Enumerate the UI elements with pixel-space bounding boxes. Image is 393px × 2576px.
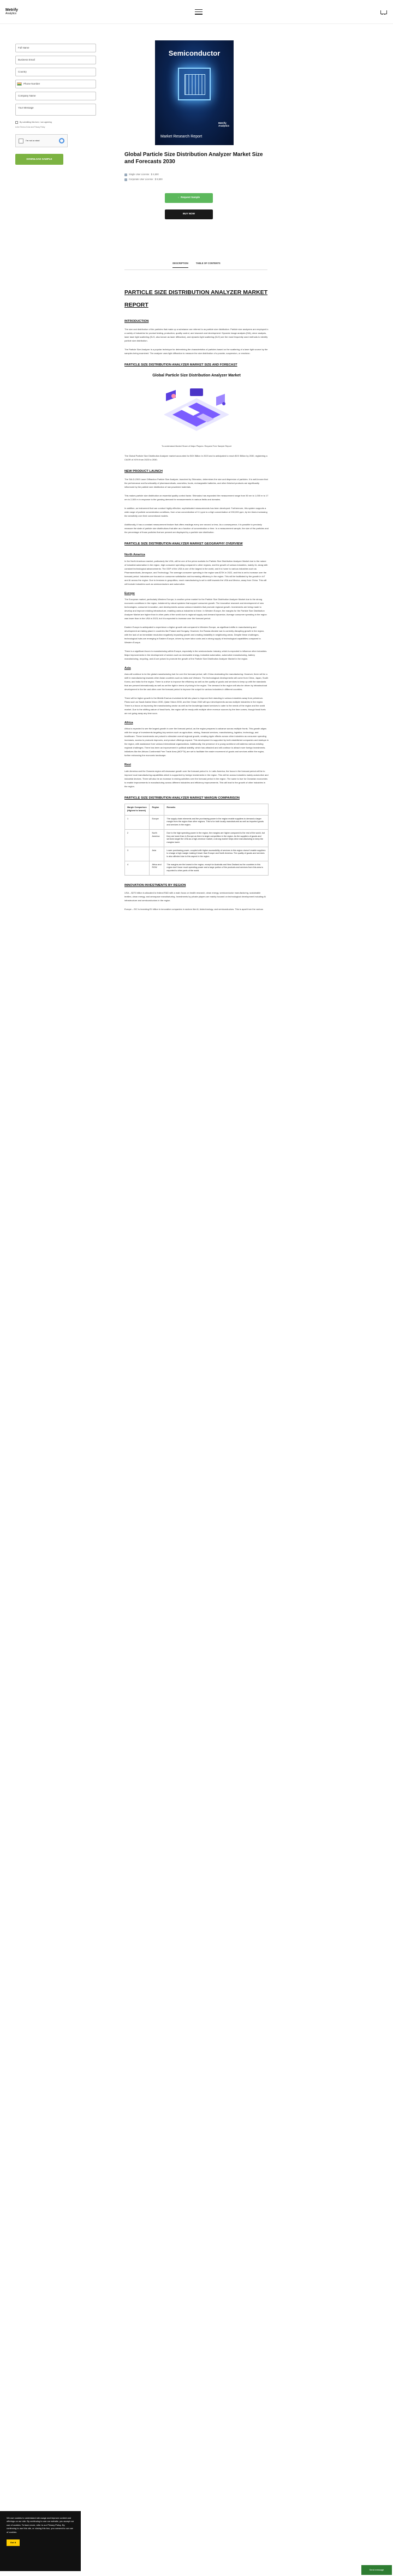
europe-paragraph: Eastern Europe is anticipated to experience a higher growth rate compared to Western Europe, as significant shifts in manufacturing and development are taking place in countries like Poland and Hungary. However, the Russia-Ukraine war is currently disrupting growth in the region, with the lack of an immediate resolution negatively impacting growth and creating instability in neighboring areas. Despite these challenges, technological hubs are emerging in Eastern Europe, driven by lower labor costs and a strong supply of technological capabilities compared to Western Europe. bbox=[124, 625, 265, 644]
users-icon bbox=[124, 178, 127, 181]
innovation-heading: INNOVATION INVESTMENTS BY REGION bbox=[124, 883, 186, 887]
single-user-license bbox=[124, 173, 267, 176]
table-cell: Europe bbox=[150, 815, 164, 829]
hamburger-menu-icon[interactable] bbox=[195, 9, 203, 15]
intro-paragraph: The Particle Size Analyzer is a popular technique for determining the characteristics of particles based on the scattering of a laser light source by the samples being examined. The analyzer uses light diffraction to measure the size distribution of a powder, suspension, or emulsion. bbox=[124, 348, 268, 355]
table-header-row bbox=[125, 804, 269, 815]
table-cell: 4 bbox=[125, 861, 150, 875]
company-placeholder: Company Name bbox=[18, 94, 36, 97]
africa-paragraph: Africa is expected to see the largest growth in over the forecast period, as the region prepares to advance across multiple fronts. This growth aligns with the surge of investments targeting key sectors such as agriculture, mining, financial services, manufacturing, logistics, technology, and healthcare. These investments are poised to stimulate overall regional growth, creating ripple effects across other industries as consumer spending increases, access to products improves, and product offerings expand. This development is supported by both established companies and startups in the region, with assistance from various international organizations. Additionally, the presence of a young workforce will address various existing regional challenges. There has been an improvement in political stability, which has attracted and will continue to attract more foreign investments. Initiatives like the African Continental Free Trade Area (AfCFTA) are set to facilitate the easier movement of goods and services within the region, further enhancing the economic landscape. bbox=[124, 727, 269, 757]
buy-now-button[interactable]: BUY NOW bbox=[165, 209, 213, 219]
site-logo[interactable] bbox=[5, 8, 18, 15]
main-heading: PARTICLE SIZE DISTRIBUTION ANALYZER MARKET REPORT bbox=[124, 289, 268, 309]
asia-heading: Asia bbox=[124, 666, 131, 670]
table-cell: Due to the high spending power in the region, the margins are higher compared to the rest of the world, but they are lower than in Europe as there is larger competition in the region. As the suppliers of goods and services target the USA as a high-revenue market, a strong market helps drive manufacturing to keep the margins lower. bbox=[164, 829, 269, 847]
asia-paragraph: There will be higher growth in the Middle East as investments fall into place to improve their standing in various industries away from petroleum. Plans such as Saudi Arabia Vision 2030, Qatar Vision 2030, and the Oman 2040 will spur developments across multiple industries in the region. There is a focus on improving the manufacturing sector as well as the knowledge-based services to cater to the needs of the region and the world market. Due to the shifting nature of fossil fuels, the region will be ready with multiple other revenue sources by the time comes, though fossil fuels are not going away any time soon. bbox=[124, 697, 266, 715]
recaptcha-widget[interactable] bbox=[15, 134, 68, 147]
company-field[interactable] bbox=[15, 92, 96, 100]
recaptcha-label: I'm not a robot bbox=[26, 139, 40, 142]
consent-checkbox[interactable] bbox=[15, 121, 18, 124]
table-cell: Africa and ROW bbox=[150, 861, 164, 875]
single-user-text: Single User License : $ 4,500 bbox=[129, 173, 159, 176]
market-size-paragraph: The Global Particle Size Distribution Analyzer market accounted for $XX Billion in 2023 and is anticipated to reach $XX Billion by 2030, registering a CAGR of XX% from 2023 to 2030. bbox=[124, 454, 267, 461]
corporate-user-license bbox=[124, 178, 267, 181]
india-flag-icon[interactable] bbox=[17, 82, 22, 86]
recaptcha-checkbox[interactable] bbox=[19, 139, 23, 143]
column-header: Remarks bbox=[164, 804, 269, 815]
phone-field[interactable] bbox=[15, 80, 96, 88]
europe-heading: Europe bbox=[124, 591, 135, 595]
country-select[interactable] bbox=[15, 68, 96, 76]
recaptcha-logo-icon bbox=[59, 138, 64, 143]
table-cell: The supply chain elements and the purchasing power in the region enable suppliers to demand a larger margin from the region than other regions. This is for both locally manufactured as well as imported goods and services in the region. bbox=[164, 815, 269, 829]
tab-description[interactable]: DESCRIPTION bbox=[172, 262, 188, 268]
country-placeholder: Country bbox=[18, 70, 27, 73]
consent-label: By submitting this form, I am agreeing bbox=[20, 121, 52, 123]
request-sample-label: Request Sample bbox=[181, 196, 200, 199]
cookie-text: We use cookies to understand site usage and improve content and offerings on our site. By continuing to use our website, you accept our use of cookies. To learn more, refer to our Privacy Policy. By continuing to use this site, or closing this box, you consent to our use of cookies. bbox=[7, 2517, 74, 2533]
new-product-heading: NEW PRODUCT LAUNCH bbox=[124, 469, 163, 473]
sample-request-form bbox=[15, 44, 96, 165]
market-size-heading: PARTICLE SIZE DISTRIBUTION ANALYZER MARKET SIZE AND FORECAST bbox=[124, 363, 237, 367]
report-cover-image bbox=[155, 40, 234, 145]
terms-note[interactable]: to the Terms of Use and Privacy Policy bbox=[15, 126, 45, 129]
innovation-paragraph: Europe – EIC is investing €1 billion in innovative companies in sectors like AI, biotechnology, and semiconductors. This is apart from the various bbox=[124, 908, 263, 911]
europe-paragraph: The European market, particularly Western Europe, is another prime market for the Particle Size Distribution Analyzer Market due to the strong economic conditions in the region, bolstered by robust systems that support consumer growth. The innovative research and development of new technologies, consumer innovation, and developments across various industries that promote regional growth. Investments are being made to develop and improve existing infrastructure, enabling various industries to thrive. In Western Europe, the margins for the Particle Size Distribution Analyzer Market are higher than in other parts of the world due to regional supply and demand dynamics. Average consumer spending in the region was lower than in the USA in 2023, but it is expected to increase over the forecast period. bbox=[124, 597, 267, 620]
download-icon: ↓ bbox=[177, 196, 180, 199]
cart-icon[interactable] bbox=[380, 9, 388, 15]
email-field[interactable] bbox=[15, 56, 96, 64]
message-field[interactable] bbox=[15, 104, 96, 116]
message-placeholder: Your Message bbox=[18, 106, 34, 109]
table-cell: The margins are the lowest in the region, except for Australia and New Zealand as the countries in this region don't have much spending power and a large portion of the products and services from this area is exported to other parts of the world. bbox=[164, 861, 269, 875]
cover-logo bbox=[218, 122, 229, 127]
new-product-paragraph: In addition, an instrument that can conduct highly effective, sophisticated measurements has been developed. Furthermore, this system supports a wide range of particle concentration conditions, from a low concentration of 0.1 ppm to a high concentration of 200,000 ppm, by ten times increasing the sensitivity over their conventional models. bbox=[124, 506, 267, 517]
consent-checkbox-row[interactable] bbox=[15, 121, 96, 124]
tab-table-of-contents[interactable]: TABLE OF CONTENTS bbox=[195, 262, 221, 265]
cover-title: Semiconductor bbox=[168, 49, 221, 57]
new-product-paragraph: Additionally, it has a constant measurement feature that offers readings every one second or less. As a consequence, it is possible to precisely measure the state of particle size distributions that alter as a function of concentration or time. In a measurement sample, the size of the particles and the percentage of those particles that are present are displayed by a particle size distribution. bbox=[124, 523, 269, 534]
margin-heading: PARTICLE SIZE DISTRIBUTION ANALYZER MARKET MARGIN COMPARISON bbox=[124, 796, 240, 800]
report-summary bbox=[124, 152, 267, 219]
cover-label: Market Research Report bbox=[160, 134, 203, 139]
user-icon bbox=[124, 173, 127, 176]
market-illustration bbox=[153, 382, 240, 442]
isometric-dashboard-icon bbox=[153, 382, 240, 442]
intro-paragraph: The size and distribution of the particles that make up a substance are referred to as particle size distribution. Particle size analyzers are employed in a variety of industries for product testing, production, quality control, and research and development. Dynamic image analysis (DIA), sieve analysis, laser laser light scattering (SLS, also known as laser diffraction), and dynamic light scattering (DLS) are the most frequently used methods to identify particle size distribution. bbox=[124, 327, 269, 342]
north-america-heading: North America bbox=[124, 553, 145, 557]
rest-heading: Rest bbox=[124, 763, 131, 767]
europe-paragraph: There is a significant boom in manufacturing within Europe, especially in the semiconductor industry, which is expected to influence other industries. Major improvements in the development of sectors such as renewable energy, industrial automation, automotive manufacturing, battery manufacturing, recycling, and AI are poised to promote the growth of the Particle Size Distribution Analyzer Market in the region. bbox=[124, 649, 267, 660]
chip-icon bbox=[178, 68, 211, 100]
report-title: Global Particle Size Distribution Analyzer Market Size and Forecasts 2030 bbox=[124, 152, 263, 165]
table-row bbox=[125, 861, 269, 875]
asia-paragraph: Asia will continue to be the global manufacturing hub for over the forecast period, with China dominating the manufacturing. However, there will be a shift in manufacturing towards other Asian countries such as India and Vietnam. The technological developments will come from China, Japan, South Korea, and India for the region. There is a drive to improve the efficiency as well as the quality of goods and services to keep up with the standards that are present internationally as well as set the tight in terms of pricing in the region. The demand in the region will also be driven by infrastructural development in the tier and cities over the forecast period to improve the output for various industries in different countries. bbox=[124, 673, 269, 691]
column-header: Region bbox=[150, 804, 164, 815]
cookie-banner bbox=[0, 2511, 81, 2571]
column-header: Margin Comparison (Highest to lowest) bbox=[125, 804, 150, 815]
report-description bbox=[124, 286, 269, 916]
license-prices bbox=[124, 173, 267, 182]
request-sample-button[interactable] bbox=[165, 193, 213, 203]
table-cell: Asia bbox=[150, 847, 164, 861]
name-placeholder: Full Name bbox=[18, 46, 29, 49]
logo-subtext: Analytics bbox=[5, 11, 17, 15]
top-bar bbox=[0, 0, 393, 24]
table-cell: 2 bbox=[125, 829, 150, 847]
name-field[interactable] bbox=[15, 44, 96, 52]
table-row bbox=[125, 815, 269, 829]
africa-heading: Africa bbox=[124, 721, 133, 725]
rest-paragraph: Latin America and the Oceania region will showcase growth over the forecast period in. In Latin America, the focus in the forecast period will be to improve local manufacturing capabilities which is supported by foreign investments in the region. This will be across industries mainly automotive and industrial devices. There will also be an increase in mining activities over the forecast period in the region. The same is true for Oceanian economies to enable improvements in manufacturing across different industries and efficiency improvements. This will lead to the growth of other industries in the region. bbox=[124, 769, 269, 788]
table-row bbox=[125, 847, 269, 861]
table-row bbox=[125, 829, 269, 847]
corporate-user-text: Corporate User License : $ 8,500 bbox=[129, 178, 163, 181]
logo-text: Metrify bbox=[5, 8, 18, 13]
cover-logo-subtext: Analytics bbox=[218, 124, 229, 127]
intro-heading: INTRODUCTION bbox=[124, 320, 149, 324]
tabs-divider bbox=[124, 269, 267, 270]
download-sample-button[interactable]: DOWNLOAD SAMPLE bbox=[15, 154, 63, 165]
new-product-paragraph: This makes particle size distribution an essential quality control factor. Shimadzu has expanded the measurement range from 50 nm to 1,000 m to 17 nm to 2,500 m in response to the growing demand for measurements in various fields and domains. bbox=[124, 494, 269, 501]
report-tabs bbox=[142, 262, 251, 268]
table-cell: North America bbox=[150, 829, 164, 847]
margin-table bbox=[124, 804, 269, 875]
new-product-paragraph: The SALD-2300 Laser Diffraction Particle Size Analyzer, launched by Shimadzu, determines the size and dispersion of particles. It is well-known that the performance and functionality of pharmaceuticals, cosmetics, foods, rechargeable batteries, and other finished products are significantly influenced by the particle size distribution of raw powdered materials. bbox=[124, 477, 268, 488]
table-cell: Lower purchasing power, coupled with higher accessibility of services in this region doesn't enable suppliers to charge a high margin making it lower than Europe and North America. The quality of goods and services is also affected due to this aspect in the region. bbox=[164, 847, 269, 861]
innovation-paragraph: USA – $270 billion is allocated to federal R&D with a main focus on health research, clean energy, semiconductor manufacturing, sustainable textiles, clean energy, and aerospace manufacturing. Investments by private players are mainly focused on technological development including AI infrastructure and semiconductors in the region. bbox=[124, 891, 266, 902]
table-cell: 1 bbox=[125, 815, 150, 829]
cover-logo-text: Metrify bbox=[218, 122, 227, 124]
table-cell: 3 bbox=[125, 847, 150, 861]
geography-heading: PARTICLE SIZE DISTRIBUTION ANALYZER MARKET GEOGRAPHY OVERVIEW bbox=[124, 542, 243, 546]
chat-widget-button[interactable]: Send message bbox=[361, 2565, 392, 2575]
phone-placeholder: Phone Number bbox=[23, 82, 40, 85]
cookie-accept-button[interactable]: Got it bbox=[7, 2539, 20, 2546]
figure-title: Global Particle Size Distribution Analyzer Market bbox=[152, 373, 241, 378]
north-america-paragraph: In the North American market, particularly the USA, will be one of the prime markets for Particle Size Distribution Analyzer Market due to the nature of industrial automation in the region, high consumer spending compared to other regions, and the growth of various industries, mainly IA, along with constant technological advancements. The GDP of the USA is one of the largest in the world, and it is home to various industries such as Pharmaceuticals, Aerospace, and Technology. The average consumer spending in the region was $72K in 2022, and this is set to increase over the forecast period. Industries are focused on consumer satisfaction and increasing efficiency in the region. This will be facilitated by the growth in IoT and AI across the region. Due to tensions in geopolitics, much manufacturing is set to shift towards the USA and Mexico, away from China. This will will include industries such as semiconductors and automotive. bbox=[124, 559, 268, 585]
email-placeholder: Business Email bbox=[18, 58, 35, 61]
figure-caption[interactable]: To understand Market Share of Major Players: Request Free Sample Report bbox=[162, 445, 231, 448]
